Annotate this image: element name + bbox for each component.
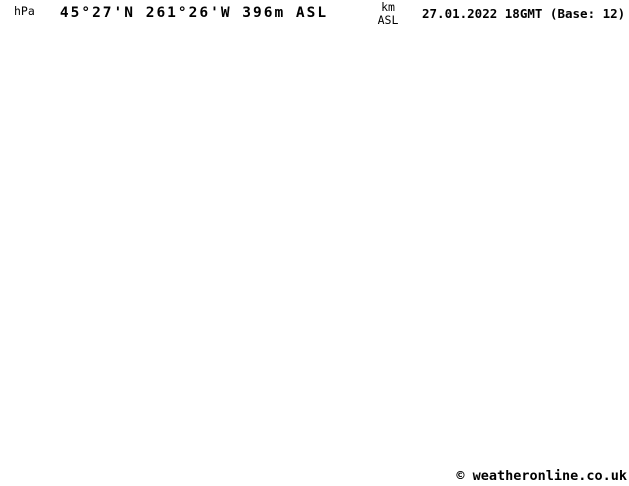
altitude-unit-km: km xyxy=(381,0,395,14)
copyright-credit: © weatheronline.co.uk xyxy=(456,468,627,484)
run-datetime: 27.01.2022 18GMT (Base: 12) xyxy=(422,6,626,21)
altitude-axis-unit xyxy=(371,1,405,27)
station-title: 45°27'N 261°26'W 396m ASL xyxy=(59,5,329,21)
altitude-unit-asl: ASL xyxy=(377,13,399,27)
pressure-unit-label: hPa xyxy=(14,4,35,18)
